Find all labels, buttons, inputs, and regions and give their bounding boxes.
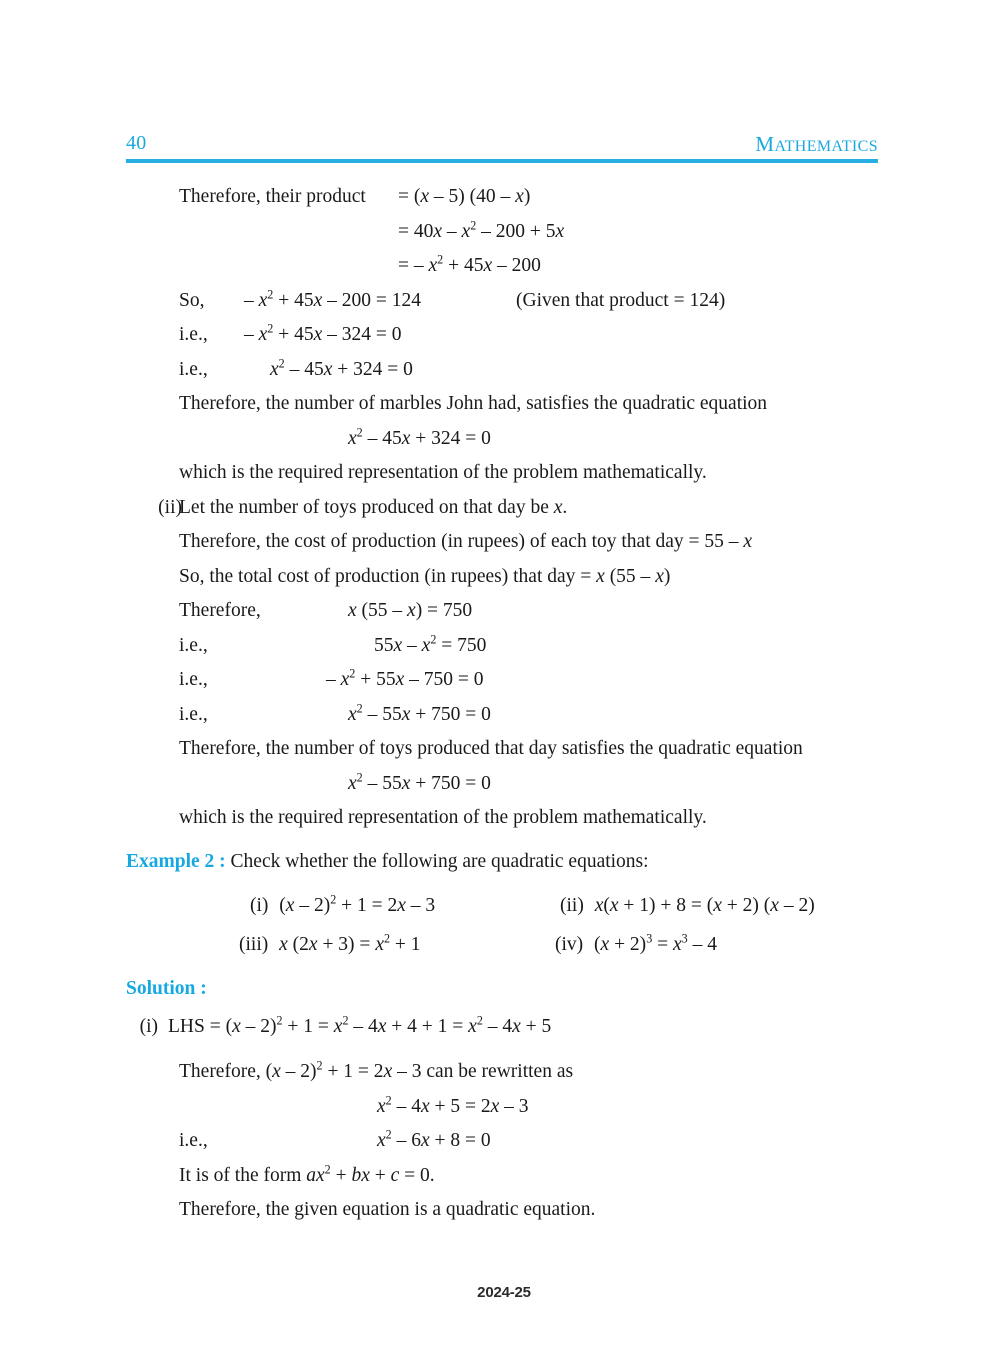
toys-ie-row-2	[126, 663, 886, 698]
list-item-ii	[126, 491, 886, 526]
page-content	[126, 180, 886, 1228]
solution-eq-1-row	[126, 1090, 886, 1125]
marbles-closing: which is the required representation of the problem mathematically.	[179, 462, 707, 483]
example-2-heading: Example 2 :	[126, 850, 226, 872]
page-number: 40	[126, 132, 147, 154]
ie-label-1: i.e.,	[179, 324, 208, 345]
toys-total-line: So, the total cost of production (in rupees) that day = x (55 – x)	[179, 565, 671, 587]
header-subject-title	[755, 132, 878, 159]
marbles-equation: $x^2 - 45x + 324 = 0$	[348, 425, 491, 449]
toys-ie-label-3: i.e.,	[179, 703, 208, 725]
page-footer	[0, 1284, 1008, 1301]
ie-expression-2: $x^2 - 45x + 324 = 0$	[270, 356, 413, 380]
solution-ie-row	[126, 1124, 886, 1159]
toys-ie-label-1: i.e.,	[179, 634, 208, 656]
footer-year: 2024-25	[477, 1284, 531, 1301]
product-eq-2-row	[126, 215, 886, 250]
product-eq-3-row	[126, 249, 886, 284]
toys-conclusion: Therefore, the number of toys produced that day satisfies the quadratic equation	[179, 738, 803, 759]
toys-therefore-label: Therefore,	[179, 600, 261, 621]
solution-ie-label: i.e.,	[179, 1130, 208, 1151]
toys-cost-line: Therefore, the cost of production (in rupees) of each toy that day = 55 – x	[179, 531, 753, 552]
example-2-option-iii: (iii) x $(2x + 3) = x^2 + 1$	[239, 931, 421, 955]
list-marker-ii: (ii)	[158, 496, 182, 518]
toys-therefore-expression: x (55 – x) = 750	[348, 600, 473, 621]
solution-lhs-line: LHS = $(x - 2)^2 + 1 = x^2 - 4x + 4 + 1 = x^2 - 4x + 5$	[168, 1013, 552, 1037]
ie-row-2	[126, 353, 886, 388]
product-eq-1: = (x – 5) (40 – x)	[398, 186, 531, 207]
product-lead-row	[126, 180, 886, 215]
example-2-options-row-1	[126, 886, 886, 925]
toys-ie-row-1	[126, 629, 886, 664]
toys-ie-expression-2: – $x^2 + 55x - 750 = 0$	[326, 666, 484, 690]
header-subject-capital: M	[755, 132, 775, 156]
toys-ie-expression-1: $55x - x^2 = 750$	[374, 632, 487, 656]
example-2-option-iv: (iv) $(x + 2)^3 = x^3 - 4$	[555, 931, 717, 955]
marbles-equation-row	[126, 422, 886, 457]
solution-final-line: Therefore, the given equation is a quadratic equation.	[179, 1199, 596, 1220]
list-item-ii-text: Let the number of toys produced on that day be x.	[179, 496, 568, 518]
header-subject-smallcaps: ATHEMATICS	[774, 138, 878, 155]
header-divider-rule	[126, 159, 878, 163]
toys-therefore-row	[126, 594, 886, 629]
example-2-line	[126, 845, 886, 881]
so-expression: – $x^2 + 45x - 200 = 124$	[244, 287, 421, 311]
solution-heading: Solution :	[126, 977, 207, 999]
solution-item-i	[126, 1010, 886, 1045]
toys-ie-label-2: i.e.,	[179, 669, 208, 690]
example-2-options-row-2	[126, 925, 886, 964]
so-note: (Given that product = 124)	[516, 289, 726, 311]
solution-eq-2: $x^2 - 6x + 8 = 0$	[377, 1127, 491, 1151]
so-row	[126, 284, 886, 319]
toys-ie-expression-3: $x^2 - 55x + 750 = 0$	[348, 701, 491, 725]
toys-closing: which is the required representation of the problem mathematically.	[179, 807, 707, 828]
product-lead-label: Therefore, their product	[179, 186, 366, 207]
ie-label-2: i.e.,	[179, 358, 208, 380]
toys-ie-row-3	[126, 698, 886, 733]
solution-marker-i: (i)	[139, 1015, 158, 1037]
toys-equation: $x^2 - 55x + 750 = 0$	[348, 770, 491, 794]
example-2-prompt: Check whether the following are quadratic equations:	[230, 850, 649, 872]
toys-equation-row	[126, 767, 886, 802]
so-label: So,	[179, 289, 205, 311]
ie-row-1	[126, 318, 886, 353]
solution-rewrite-line: Therefore, (x – 2)$^2$ + 1 = 2x – 3 can be rewritten as	[179, 1058, 574, 1082]
ie-expression-1: – $x^2 + 45x - 324 = 0$	[244, 321, 402, 345]
product-eq-2: = $40x - x^2 - 200 + 5x$	[398, 218, 565, 242]
marbles-conclusion: Therefore, the number of marbles John had, satisfies the quadratic equation	[179, 393, 768, 414]
solution-heading-line	[126, 972, 886, 1008]
product-eq-3: = – $x^2 + 45x - 200$	[398, 252, 541, 276]
example-2-option-ii: (ii) x(x + 1) + 8 = (x + 2) (x – 2)	[560, 894, 815, 916]
solution-eq-1: $x^2 - 4x + 5 = 2x - 3$	[377, 1093, 529, 1117]
solution-form-line: It is of the form $ax^2$ + bx + c = 0.	[179, 1162, 435, 1186]
example-2-option-i: (i) (x – 2)$^2$ + 1 = 2x – 3	[250, 892, 436, 916]
